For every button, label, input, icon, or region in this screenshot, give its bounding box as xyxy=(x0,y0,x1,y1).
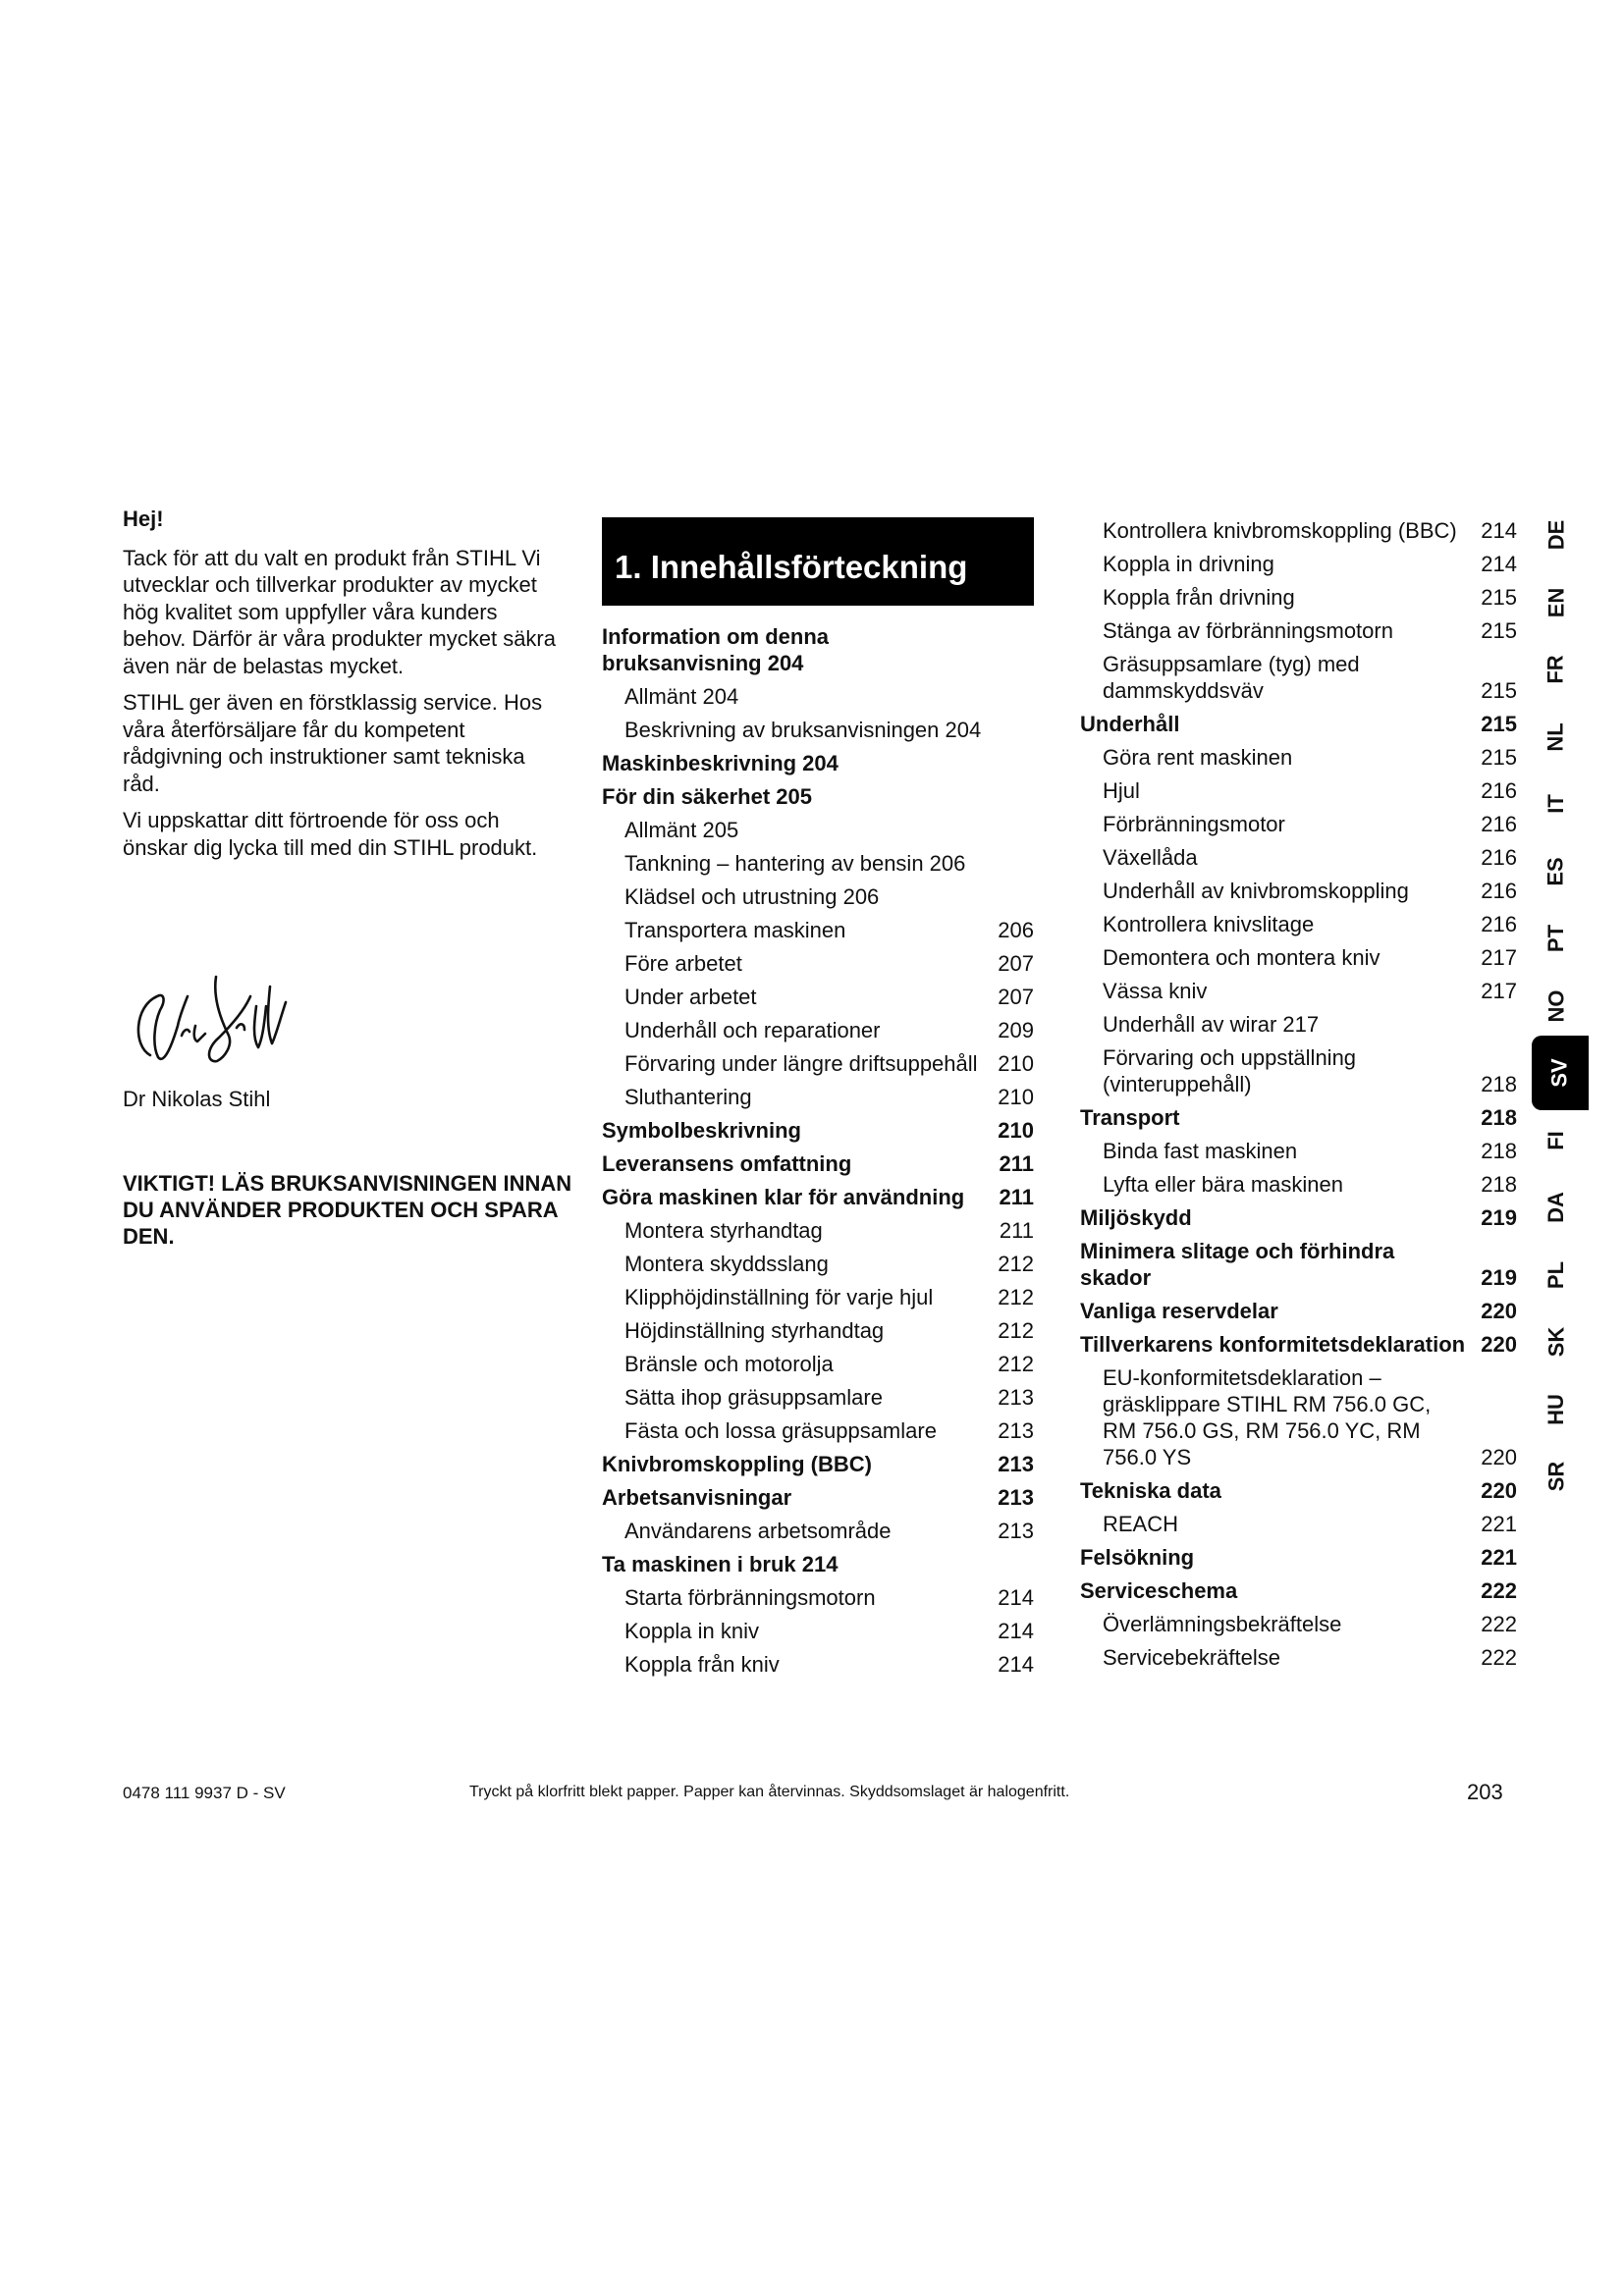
signature-image xyxy=(123,967,349,1080)
toc-entry-page: 220 xyxy=(1481,1299,1517,1323)
toc-entry-page: 206 xyxy=(998,918,1034,942)
toc-entry[interactable] xyxy=(602,984,1034,1010)
toc-entry-title: Under arbetet xyxy=(624,985,757,1009)
toc-entry[interactable] xyxy=(1080,1331,1517,1358)
toc-entry-title: Demontera och montera kniv xyxy=(1103,945,1380,970)
toc-entry-title: Höjdinställning styrhandtag xyxy=(624,1318,885,1343)
language-tab-en[interactable] xyxy=(1532,583,1581,622)
toc-entry-title: Minimera slitage och förhindra skador xyxy=(1080,1239,1395,1290)
toc-entry[interactable] xyxy=(1080,1577,1517,1604)
toc-entry-page: 222 xyxy=(1481,1578,1517,1603)
toc-entry-title: Leveransens omfattning xyxy=(602,1151,852,1176)
toc-entry-title: EU-konformitetsdeklaration – gräsklippare STIHL RM 756.0 GC, RM 756.0 GS, RM 756.0 YC, RM 756.0 YS xyxy=(1103,1365,1432,1469)
toc-entry[interactable] xyxy=(602,950,1034,977)
toc-entry-title: Symbolbeskrivning xyxy=(602,1118,801,1143)
toc-entry-page: 213 xyxy=(998,1452,1034,1476)
toc-entry[interactable] xyxy=(1080,711,1517,737)
toc-entry-title: Starta förbränningsmotorn xyxy=(624,1585,876,1610)
toc-entry[interactable] xyxy=(602,917,1034,943)
toc-entry-page: 221 xyxy=(1481,1512,1517,1536)
toc-entry[interactable] xyxy=(602,717,1034,743)
toc-entry[interactable] xyxy=(602,1484,1034,1511)
toc-entry[interactable] xyxy=(602,1451,1034,1477)
toc-entry-page: 216 xyxy=(1481,778,1517,803)
toc-entry-title: Sluthantering xyxy=(624,1085,752,1109)
toc-entry-page: 214 xyxy=(998,1652,1034,1677)
toc-entry-page: 218 xyxy=(1481,1105,1517,1130)
language-tab-sk[interactable] xyxy=(1532,1322,1581,1362)
toc-entry-page: 218 xyxy=(1481,1172,1517,1197)
toc-entry[interactable] xyxy=(1080,1138,1517,1164)
toc-entry[interactable] xyxy=(1080,1477,1517,1504)
toc-entry[interactable] xyxy=(1080,1044,1517,1097)
language-tab-pt[interactable] xyxy=(1532,919,1581,958)
toc-entry[interactable] xyxy=(1080,651,1517,704)
toc-entry[interactable] xyxy=(1080,1544,1517,1571)
intro-paragraph-3: Vi uppskattar ditt förtroende för oss och önskar dig lycka till med din STIHL produkt. xyxy=(123,808,538,860)
language-tab-da[interactable] xyxy=(1532,1188,1581,1227)
toc-entry-title: Användarens arbetsområde xyxy=(624,1519,892,1543)
toc-entry-title: Arbetsanvisningar xyxy=(602,1485,792,1510)
toc-entry-page: 213 xyxy=(998,1418,1034,1443)
toc-entry[interactable] xyxy=(602,883,1034,910)
toc-entry-title: Kontrollera knivbromskoppling (BBC) xyxy=(1103,518,1457,543)
toc-entry[interactable] xyxy=(602,1651,1034,1678)
toc-entry-page: 212 xyxy=(998,1318,1034,1343)
toc-entry-page: 214 xyxy=(1481,552,1517,576)
toc-entry-title: Koppla från drivning xyxy=(1103,585,1295,610)
toc-entry-title: Beskrivning av bruksanvisningen 204 xyxy=(624,718,982,742)
intro-paragraph-2: STIHL ger även en förstklassig service. Hos våra återförsäljare får du kompetent rådgivning och instruktioner samt tekniska råd. xyxy=(123,690,543,796)
toc-entry-page: 207 xyxy=(998,951,1034,976)
toc-entry[interactable] xyxy=(602,1217,1034,1244)
toc-entry-title: Serviceschema xyxy=(1080,1578,1238,1603)
language-tab-es[interactable] xyxy=(1532,852,1581,891)
language-tab-label: NL xyxy=(1543,721,1568,752)
toc-entry[interactable] xyxy=(1080,1104,1517,1131)
toc-entry-page: 207 xyxy=(998,985,1034,1009)
toc-entry[interactable] xyxy=(602,783,1034,810)
toc-entry-page: 209 xyxy=(998,1018,1034,1042)
toc-entry-page: 216 xyxy=(1481,912,1517,936)
language-tab-hu[interactable] xyxy=(1532,1390,1581,1429)
toc-entry-title: Gräsuppsamlare (tyg) med dammskyddsväv xyxy=(1103,652,1360,703)
toc-entry-title: Förvaring och uppställning (vinteruppehåll) xyxy=(1103,1045,1357,1096)
toc-entry-title: Underhåll och reparationer xyxy=(624,1018,881,1042)
toc-entry-page: 211 xyxy=(999,1151,1034,1176)
toc-entry[interactable] xyxy=(602,1251,1034,1277)
toc-entry[interactable] xyxy=(1080,944,1517,971)
language-tab-label: ES xyxy=(1543,856,1568,886)
intro-section xyxy=(123,506,565,871)
language-tab-label: PL xyxy=(1543,1260,1568,1289)
toc-entry-title: Tankning – hantering av bensin 206 xyxy=(624,851,966,876)
language-tab-pl[interactable] xyxy=(1532,1255,1581,1295)
toc-entry-page: 216 xyxy=(1481,879,1517,903)
toc-heading-text: 1. Innehållsförteckning xyxy=(615,549,968,585)
toc-entry-title: Servicebekräftelse xyxy=(1103,1645,1280,1670)
toc-entry[interactable] xyxy=(1080,517,1517,544)
toc-entry[interactable] xyxy=(1080,744,1517,771)
toc-entry-page: 220 xyxy=(1481,1445,1517,1469)
toc-entry[interactable] xyxy=(1080,1204,1517,1231)
toc-entry[interactable] xyxy=(602,1284,1034,1310)
language-tab-nl[interactable] xyxy=(1532,718,1581,757)
intro-paragraph-1: Tack för att du valt en produkt från STIHL Vi utvecklar och tillverkar produkter av mycket hög kvalitet som uppfyller våra kunders behov. Därför är våra produkter mycket säkra även när de belastas mycket. xyxy=(123,545,556,678)
toc-entry-title: Vässa kniv xyxy=(1103,979,1208,1003)
toc-entry-title: Binda fast maskinen xyxy=(1103,1139,1298,1163)
language-tab-fi[interactable] xyxy=(1532,1121,1581,1160)
toc-entry-title: Före arbetet xyxy=(624,951,742,976)
toc-entry-title: Information om denna bruksanvisning 204 xyxy=(602,624,829,675)
toc-entry-page: 211 xyxy=(999,1185,1034,1209)
toc-entry-page: 222 xyxy=(1481,1612,1517,1636)
signer-name: Dr Nikolas Stihl xyxy=(123,1087,271,1111)
toc-entry-title: Ta maskinen i bruk 214 xyxy=(602,1552,839,1576)
toc-entry-page: 214 xyxy=(1481,518,1517,543)
page-number: 203 xyxy=(1467,1780,1503,1804)
language-tab-label: DA xyxy=(1543,1192,1568,1223)
toc-entry-page: 220 xyxy=(1481,1478,1517,1503)
toc-entry[interactable] xyxy=(602,1584,1034,1611)
toc-entry[interactable] xyxy=(602,1117,1034,1144)
toc-entry-title: Koppla in drivning xyxy=(1103,552,1274,576)
toc-entry-page: 212 xyxy=(998,1285,1034,1309)
toc-entry-title: Göra maskinen klar för användning xyxy=(602,1185,965,1209)
toc-entry-title: Vanliga reservdelar xyxy=(1080,1299,1278,1323)
toc-entry-page: 215 xyxy=(1481,712,1517,736)
toc-entry-title: Stänga av förbränningsmotorn xyxy=(1103,618,1393,643)
language-tab-label: HU xyxy=(1543,1393,1568,1425)
toc-entry[interactable] xyxy=(602,1551,1034,1577)
toc-entry-page: 211 xyxy=(999,1218,1034,1243)
toc-entry-page: 212 xyxy=(998,1252,1034,1276)
language-tab-label: EN xyxy=(1543,587,1568,617)
toc-entry-page: 215 xyxy=(1481,678,1517,703)
toc-entry-title: Förvaring under längre driftsuppehåll xyxy=(624,1051,978,1076)
toc-entry[interactable] xyxy=(602,850,1034,877)
toc-entry[interactable] xyxy=(1080,551,1517,577)
toc-entry[interactable] xyxy=(602,1150,1034,1177)
toc-entry-title: Koppla från kniv xyxy=(624,1652,780,1677)
toc-entry-page: 214 xyxy=(998,1585,1034,1610)
toc-entry[interactable] xyxy=(602,1351,1034,1377)
toc-entry-title: Allmänt 204 xyxy=(624,684,739,709)
toc-entry-title: Koppla in kniv xyxy=(624,1619,759,1643)
toc-entry[interactable] xyxy=(1080,617,1517,644)
toc-entry[interactable] xyxy=(602,1317,1034,1344)
toc-entry-title: Underhåll av knivbromskoppling xyxy=(1103,879,1409,903)
toc-entry[interactable] xyxy=(1080,777,1517,804)
toc-entry-page: 213 xyxy=(998,1519,1034,1543)
toc-entry[interactable] xyxy=(602,1084,1034,1110)
toc-entry[interactable] xyxy=(1080,811,1517,837)
toc-entry-title: Allmänt 205 xyxy=(624,818,739,842)
toc-entry-title: Underhåll av wirar 217 xyxy=(1103,1012,1320,1037)
language-tab-sv[interactable] xyxy=(1532,1036,1589,1110)
toc-entry-page: 222 xyxy=(1481,1645,1517,1670)
language-tab-no[interactable] xyxy=(1532,987,1581,1026)
toc-entry-title: Maskinbeskrivning 204 xyxy=(602,751,839,775)
toc-entry-page: 212 xyxy=(998,1352,1034,1376)
language-tab-fr[interactable] xyxy=(1532,650,1581,689)
toc-entry-title: Kontrollera knivslitage xyxy=(1103,912,1315,936)
toc-entry-title: Växellåda xyxy=(1103,845,1198,870)
language-tab-label: IT xyxy=(1543,794,1568,814)
toc-entry-page: 216 xyxy=(1481,845,1517,870)
language-tab-label: SK xyxy=(1543,1326,1568,1358)
toc-entry[interactable] xyxy=(1080,1644,1517,1671)
language-tab-de[interactable] xyxy=(1532,515,1581,555)
toc-entry[interactable] xyxy=(602,1417,1034,1444)
language-tab-label: SV xyxy=(1546,1058,1572,1088)
toc-entry-page: 216 xyxy=(1481,812,1517,836)
toc-entry-title: Tekniska data xyxy=(1080,1478,1221,1503)
toc-entry-page: 220 xyxy=(1481,1332,1517,1357)
toc-entry[interactable] xyxy=(1080,1238,1517,1291)
toc-entry-page: 214 xyxy=(998,1619,1034,1643)
toc-entry-title: Lyfta eller bära maskinen xyxy=(1103,1172,1343,1197)
toc-entry-page: 210 xyxy=(998,1051,1034,1076)
safety-warning: VIKTIGT! LÄS BRUKSANVISNINGEN INNAN DU ANVÄNDER PRODUKTEN OCH SPARA DEN. xyxy=(123,1171,572,1249)
toc-entry-page: 215 xyxy=(1481,585,1517,610)
toc-entry-title: Överlämningsbekräftelse xyxy=(1103,1612,1342,1636)
toc-entry[interactable] xyxy=(602,1050,1034,1077)
toc-entry-page: 218 xyxy=(1481,1072,1517,1096)
toc-entry[interactable] xyxy=(602,683,1034,710)
language-tab-label: SR xyxy=(1543,1461,1568,1492)
language-tab-sr[interactable] xyxy=(1532,1457,1581,1496)
toc-entry[interactable] xyxy=(1080,1511,1517,1537)
toc-entry-title: Tillverkarens konformitetsdeklaration xyxy=(1080,1332,1466,1357)
toc-entry-title: Klädsel och utrustning 206 xyxy=(624,884,880,909)
toc-entry[interactable] xyxy=(1080,1298,1517,1324)
document-code: 0478 111 9937 D - SV xyxy=(123,1784,286,1802)
toc-entry-title: Klipphöjdinställning för varje hjul xyxy=(624,1285,934,1309)
language-tab-label: DE xyxy=(1543,519,1568,551)
language-tab-label: FI xyxy=(1543,1130,1568,1150)
toc-entry[interactable] xyxy=(1080,1611,1517,1637)
toc-entry[interactable] xyxy=(602,1384,1034,1411)
toc-entry[interactable] xyxy=(602,623,1034,676)
toc-entry[interactable] xyxy=(602,1518,1034,1544)
language-tab-label: PT xyxy=(1543,924,1568,953)
toc-entry[interactable] xyxy=(1080,1171,1517,1198)
toc-entry-page: 215 xyxy=(1481,745,1517,770)
toc-entry[interactable] xyxy=(1080,978,1517,1004)
toc-entry-page: 217 xyxy=(1481,945,1517,970)
toc-entry[interactable] xyxy=(1080,1011,1517,1038)
toc-column-2 xyxy=(1080,517,1517,1678)
toc-entry-page: 217 xyxy=(1481,979,1517,1003)
toc-entry-page: 213 xyxy=(998,1385,1034,1410)
language-tab-label: NO xyxy=(1543,989,1568,1022)
toc-entry[interactable] xyxy=(602,1017,1034,1043)
toc-entry[interactable] xyxy=(1080,1364,1517,1470)
toc-entry-page: 215 xyxy=(1481,618,1517,643)
toc-entry-title: Sätta ihop gräsuppsamlare xyxy=(624,1385,883,1410)
toc-entry-title: REACH xyxy=(1103,1512,1179,1536)
toc-entry[interactable] xyxy=(1080,911,1517,937)
greeting: Hej! xyxy=(123,507,164,531)
toc-entry-title: Montera skyddsslang xyxy=(624,1252,829,1276)
toc-entry[interactable] xyxy=(602,817,1034,843)
toc-entry-page: 219 xyxy=(1481,1265,1517,1290)
toc-entry-title: Felsökning xyxy=(1080,1545,1195,1570)
toc-entry-title: Bränsle och motorolja xyxy=(624,1352,834,1376)
language-tab-label: FR xyxy=(1543,655,1568,684)
toc-entry-page: 213 xyxy=(998,1485,1034,1510)
toc-entry[interactable] xyxy=(602,1618,1034,1644)
toc-entry[interactable] xyxy=(602,750,1034,776)
toc-entry-page: 218 xyxy=(1481,1139,1517,1163)
toc-entry-title: Förbränningsmotor xyxy=(1103,812,1285,836)
language-tab-it[interactable] xyxy=(1532,784,1581,824)
toc-column-1 xyxy=(602,623,1034,1684)
toc-entry-title: Transportera maskinen xyxy=(624,918,846,942)
toc-heading xyxy=(602,517,1034,606)
toc-entry-title: Hjul xyxy=(1103,778,1140,803)
toc-entry[interactable] xyxy=(1080,844,1517,871)
toc-entry-title: Transport xyxy=(1080,1105,1180,1130)
toc-entry-title: För din säkerhet 205 xyxy=(602,784,812,809)
toc-entry-title: Göra rent maskinen xyxy=(1103,745,1293,770)
toc-entry-title: Fästa och lossa gräsuppsamlare xyxy=(624,1418,937,1443)
toc-entry-title: Underhåll xyxy=(1080,712,1180,736)
toc-entry-page: 210 xyxy=(998,1085,1034,1109)
toc-entry[interactable] xyxy=(1080,584,1517,611)
toc-entry-title: Miljöskydd xyxy=(1080,1205,1192,1230)
toc-entry-page: 219 xyxy=(1481,1205,1517,1230)
toc-entry[interactable] xyxy=(1080,878,1517,904)
toc-entry-title: Knivbromskoppling (BBC) xyxy=(602,1452,872,1476)
toc-entry-page: 210 xyxy=(998,1118,1034,1143)
toc-entry-page: 221 xyxy=(1481,1545,1517,1570)
print-note: Tryckt på klorfritt blekt papper. Papper kan återvinnas. Skyddsomslaget är halogenfritt. xyxy=(469,1784,1070,1800)
toc-entry-title: Montera styrhandtag xyxy=(624,1218,823,1243)
toc-entry[interactable] xyxy=(602,1184,1034,1210)
